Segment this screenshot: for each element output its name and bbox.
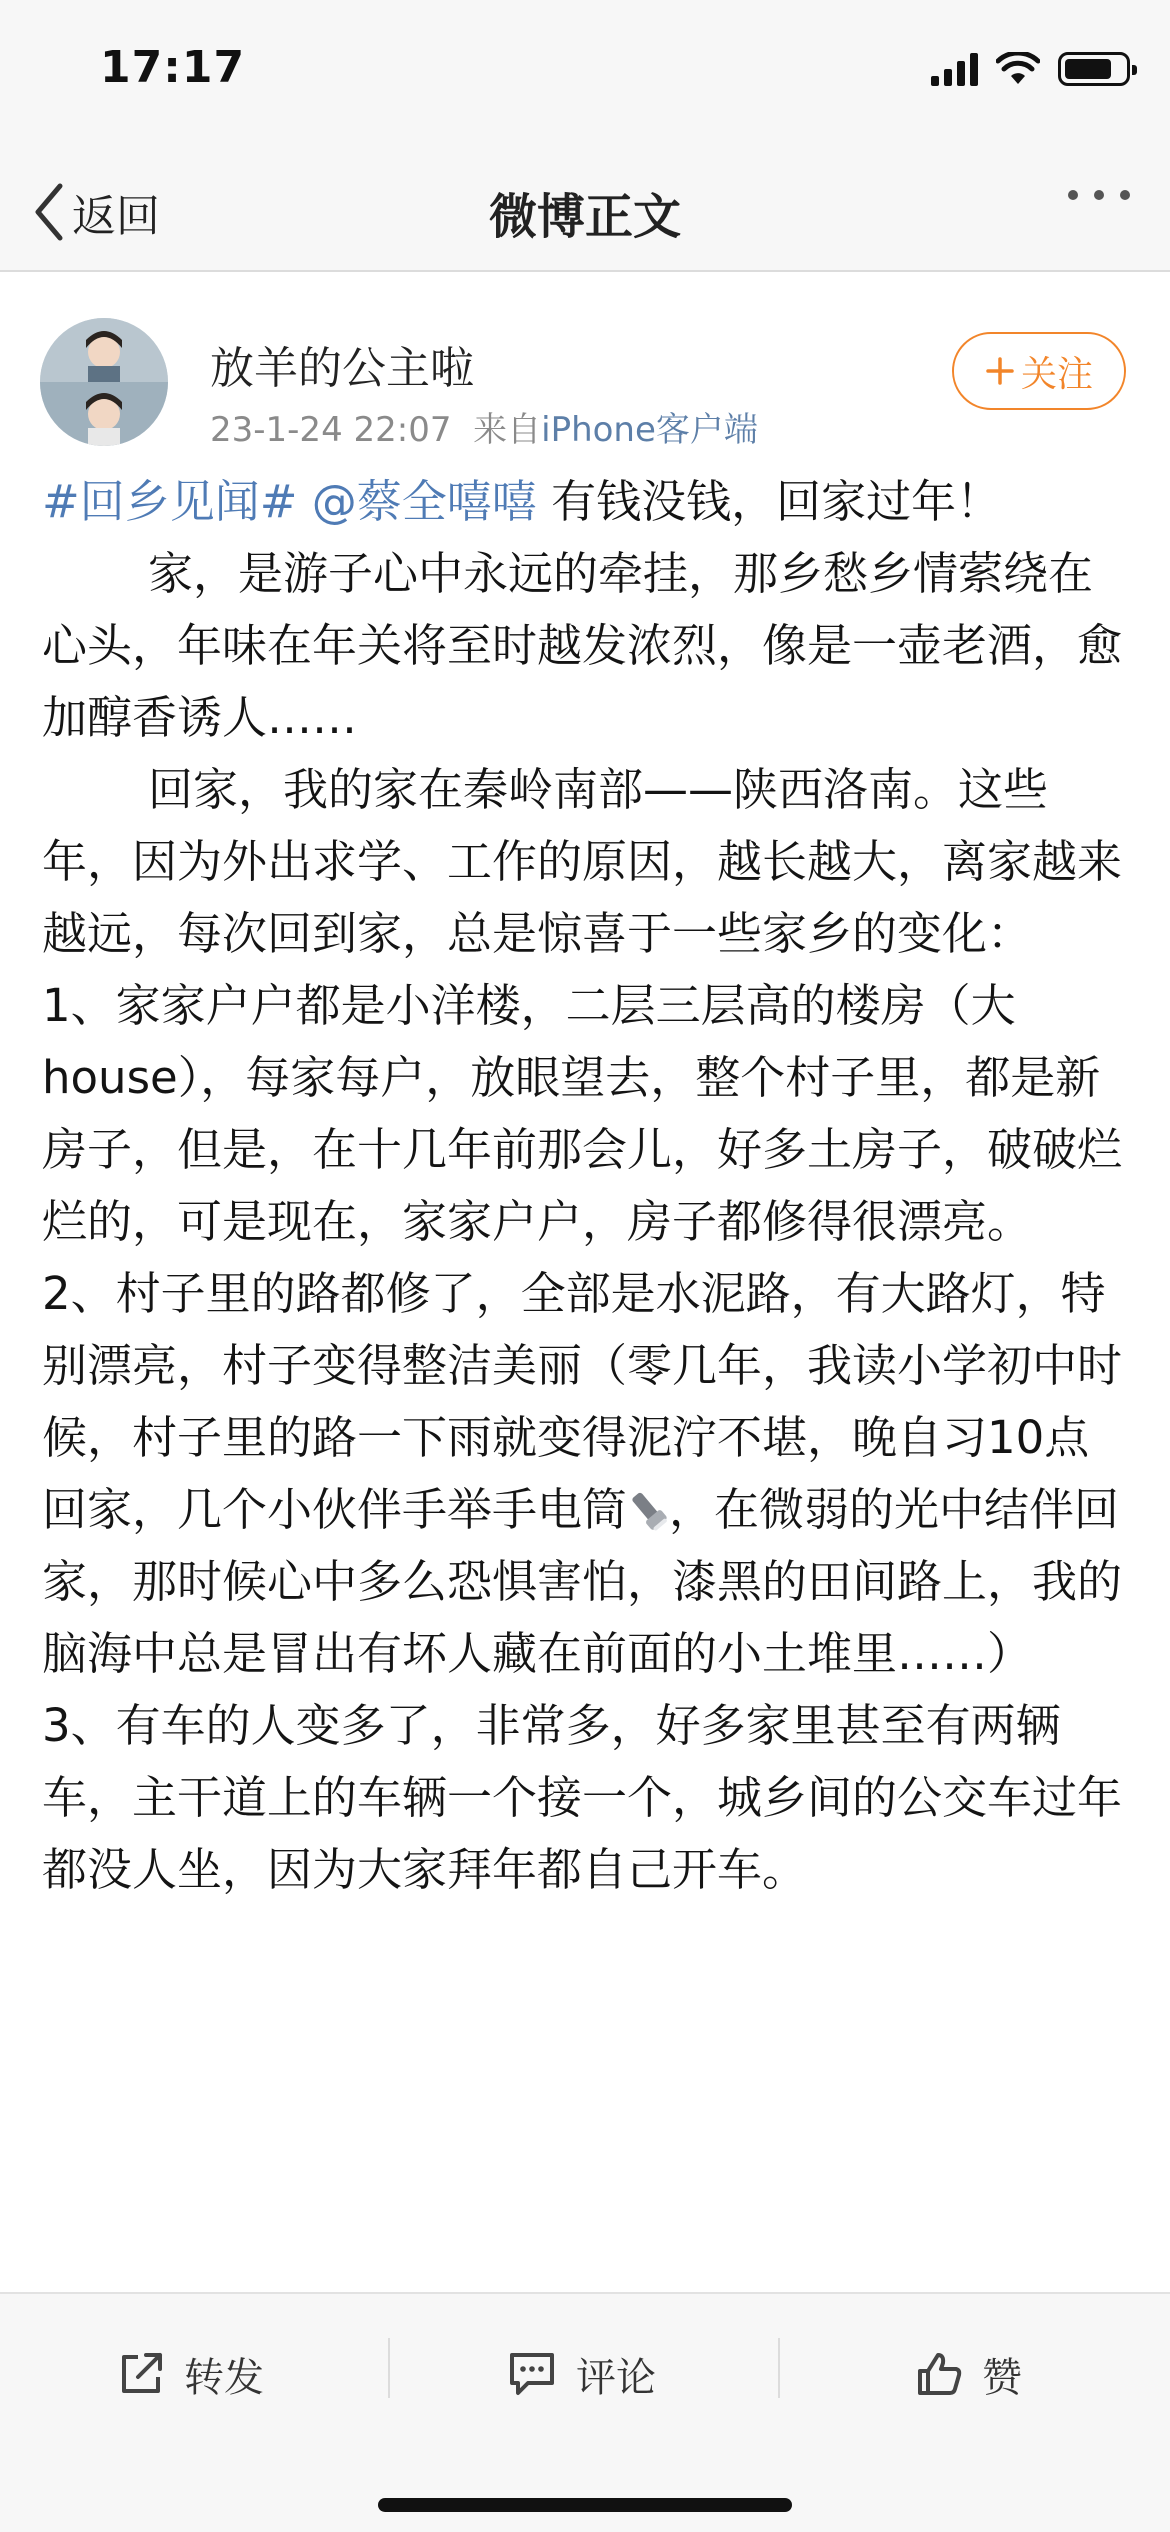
avatar[interactable] bbox=[40, 318, 168, 446]
comment-icon bbox=[506, 2349, 558, 2399]
list-item-text: ，在微弱的光中结伴回家，那时候心中多么恐惧害怕，漆黑的田间路上，我的脑海中总是冒出有坏人藏在前面的小土堆里……） bbox=[42, 1483, 1123, 1680]
post-author-header bbox=[0, 272, 1170, 462]
like-label: 赞 bbox=[982, 2354, 1022, 2401]
repost-button[interactable] bbox=[116, 2334, 264, 2414]
post-headline bbox=[42, 466, 1132, 538]
list-item bbox=[42, 1258, 1132, 1690]
dot-icon bbox=[1068, 190, 1078, 200]
cellular-signal-icon bbox=[931, 52, 978, 86]
dot-icon bbox=[1120, 190, 1130, 200]
plus-icon bbox=[985, 356, 1015, 386]
list-item: 3、有车的人变多了，非常多，好多家里甚至有两辆车，主干道上的车辆一个接一个，城乡间的公交车过年都没人坐，因为大家拜年都自己开车。 bbox=[42, 1699, 1123, 1896]
more-options-button[interactable] bbox=[1068, 190, 1130, 200]
like-button[interactable] bbox=[914, 2334, 1022, 2414]
page-title: 微博正文 bbox=[488, 189, 681, 245]
status-time: 17:17 bbox=[100, 42, 246, 93]
paragraph: 家，是游子心中永远的牵挂，那乡愁乡情萦绕在心头，年味在年关将至时越发浓烈，像是一壶老酒，愈加醇香诱人…… bbox=[42, 547, 1123, 744]
back-label: 返回 bbox=[72, 191, 160, 242]
post-source[interactable]: iPhone客户端 bbox=[541, 410, 758, 450]
avatar-image bbox=[40, 318, 168, 446]
wifi-icon bbox=[996, 52, 1040, 86]
dot-icon bbox=[1094, 190, 1104, 200]
bottom-action-bar bbox=[0, 2292, 1170, 2532]
post-body bbox=[42, 466, 1132, 1906]
repost-icon bbox=[116, 2349, 166, 2399]
repost-label: 转发 bbox=[184, 2354, 264, 2401]
follow-label: 关注 bbox=[1020, 353, 1093, 395]
mention-link[interactable]: @蔡全嘻嘻 bbox=[311, 475, 537, 528]
author-name[interactable]: 放羊的公主啦 bbox=[210, 343, 474, 394]
follow-button[interactable] bbox=[952, 332, 1126, 410]
headline-text: 有钱没钱，回家过年！ bbox=[551, 475, 1002, 528]
divider bbox=[778, 2338, 780, 2398]
divider bbox=[388, 2338, 390, 2398]
flashlight-icon bbox=[627, 1487, 669, 1533]
source-prefix: 来自 bbox=[473, 410, 542, 450]
hashtag-link[interactable]: #回乡见闻# bbox=[42, 475, 298, 528]
comment-label: 评论 bbox=[576, 2354, 656, 2401]
list-item: 1、家家户户都是小洋楼，二层三层高的楼房（大house），每家每户，放眼望去，整个村子里，都是新房子，但是，在十几年前那会儿，好多土房子，破破烂烂的，可是现在，家家户户，房子都修得很漂亮。 bbox=[42, 979, 1123, 1248]
nav-bar bbox=[0, 150, 1170, 272]
home-indicator[interactable] bbox=[378, 2498, 792, 2512]
post-meta bbox=[210, 402, 758, 451]
post-timestamp: 23-1-24 22:07 bbox=[210, 410, 452, 450]
status-bar bbox=[0, 0, 1170, 150]
status-icons bbox=[931, 52, 1130, 86]
comment-button[interactable] bbox=[506, 2334, 656, 2414]
thumbs-up-icon bbox=[914, 2349, 964, 2399]
list-item-text: 2、村子里的路都修了，全部是水泥路，有大路灯，特别漂亮，村子变得整洁美丽（零几年，我读小学初中时候，村子里的路一下雨就变得泥泞不堪，晚自习10点回家，几个小伙伴手举手电筒 bbox=[42, 1267, 1123, 1536]
paragraph: 回家，我的家在秦岭南部——陕西洛南。这些年，因为外出求学、工作的原因，越长越大，离家越来越远，每次回到家，总是惊喜于一些家乡的变化： bbox=[42, 763, 1123, 960]
battery-icon bbox=[1058, 52, 1130, 86]
